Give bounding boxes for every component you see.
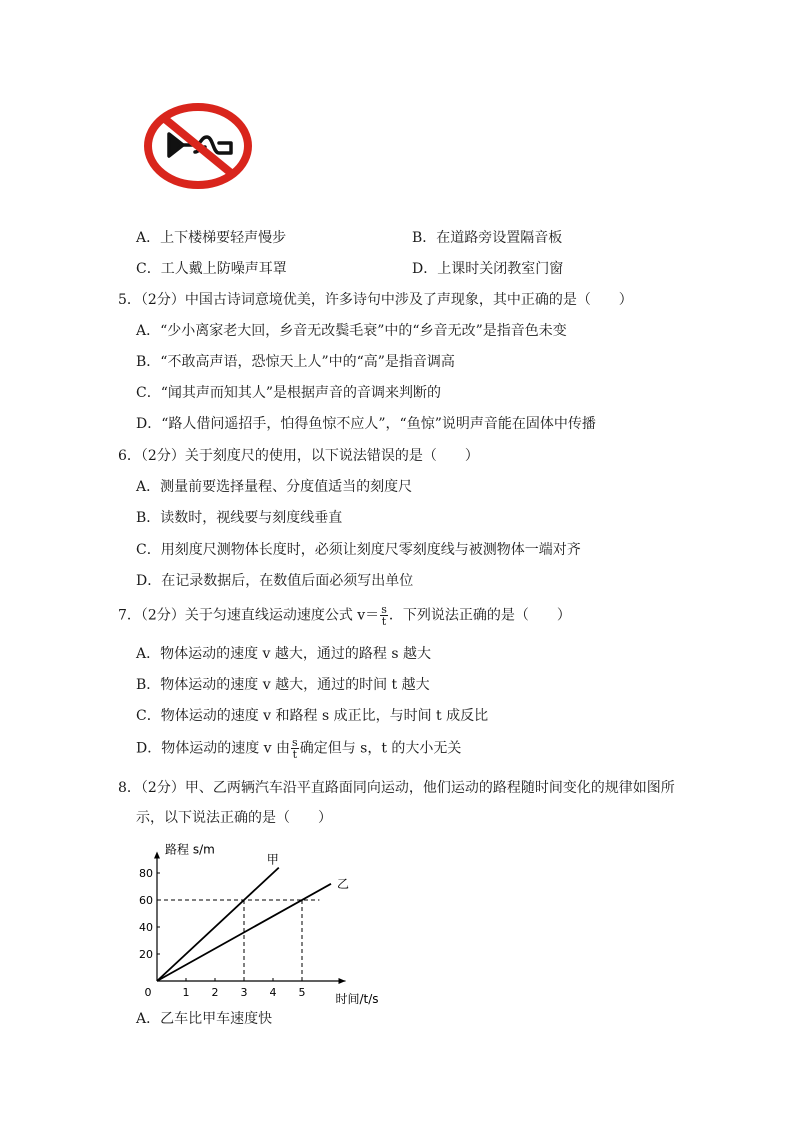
y-axis-label: 路程 s/m [165,842,215,857]
x-axis-label: 时间/t/s [335,992,379,1005]
fraction-denominator: t [292,748,298,761]
q7-option-c: C．物体运动的速度 v 和路程 s 成正比，与时间 t 成反比 [136,708,489,724]
q6-option-c: C．用刻度尺测物体长度时，必须让刻度尺零刻度线与被测物体一端对齐 [136,542,581,558]
q8-stem-line1: 8．（2分）甲、乙两辆汽车沿平直路面同向运动，他们运动的路程随时间变化的规律如图所 [118,780,675,796]
q6-option-d: D．在记录数据后，在数值后面必须写出单位 [136,573,414,589]
y-axis-arrow-icon [154,852,160,859]
q7-stem [118,604,571,627]
q7-option-b: B．物体运动的速度 v 越大，通过的时间 t 越大 [136,677,430,693]
q7-option-d-post: 确定但与 s，t 的大小无关 [299,740,462,757]
origin-label: 0 [144,986,152,999]
q4-option-b: B．在道路旁设置隔音板 [412,230,563,246]
x-tick-label: 3 [240,986,248,999]
q7-option-a: A．物体运动的速度 v 越大，通过的路程 s 越大 [136,646,432,662]
q5-option-d: D．“路人借问遥招手，怕得鱼惊不应人”，“鱼惊”说明声音能在固体中传播 [136,416,596,432]
series-line-jia [157,868,279,981]
series-label: 甲 [266,852,279,867]
fraction-denominator: t [381,615,387,628]
x-tick-label: 4 [269,986,277,999]
q5-option-b: B．“不敢高声语，恐惊天上人”中的“高”是指音调高 [136,354,455,370]
speed-formula-fraction [380,604,388,627]
q6-option-b: B．读数时，视线要与刻度线垂直 [136,510,343,526]
x-axis-arrow-icon [339,978,346,984]
q5-stem: 5．（2分）中国古诗词意境优美，许多诗句中涉及了声现象，其中正确的是（ ） [118,292,633,308]
y-tick-label: 40 [139,921,153,934]
series-label: 乙 [337,876,350,891]
q8-option-a: A．乙车比甲车速度快 [136,1011,273,1027]
q4-option-c: C．工人戴上防噪声耳罩 [136,261,287,277]
q7-stem-pre: 7．（2分）关于匀速直线运动速度公式 v＝ [118,607,380,624]
q7-option-d [136,737,461,760]
x-tick-label: 2 [211,986,219,999]
fraction-numerator: s [292,736,298,749]
q5-option-a: A．“少小离家老大回，乡音无改鬓毛衰”中的“乡音无改”是指音色未变 [136,323,567,339]
x-tick-label: 1 [182,986,190,999]
y-tick-label: 60 [139,894,153,907]
q4-option-a: A．上下楼梯要轻声慢步 [136,230,287,246]
distance-time-chart [130,835,410,1005]
q6-stem: 6．（2分）关于刻度尺的使用，以下说法错误的是（ ） [118,448,479,464]
fraction-numerator: s [381,603,387,616]
y-tick-label: 20 [139,948,153,961]
q7-stem-post: ．下列说法正确的是（ ） [388,607,571,624]
q8-stem-line2: 示，以下说法正确的是（ ） [136,810,332,826]
q6-option-a: A．测量前要选择量程、分度值适当的刻度尺 [136,479,413,495]
q7-option-d-pre: D．物体运动的速度 v 由 [136,740,291,757]
q5-option-c: C．“闻其声而知其人”是根据声音的音调来判断的 [136,385,442,401]
y-tick-label: 80 [139,867,153,880]
no-honking-sign-icon [143,103,253,189]
speed-formula-fraction-inline [291,737,299,760]
x-tick-label: 5 [298,986,306,999]
q4-option-d: D．上课时关闭教室门窗 [412,261,564,277]
